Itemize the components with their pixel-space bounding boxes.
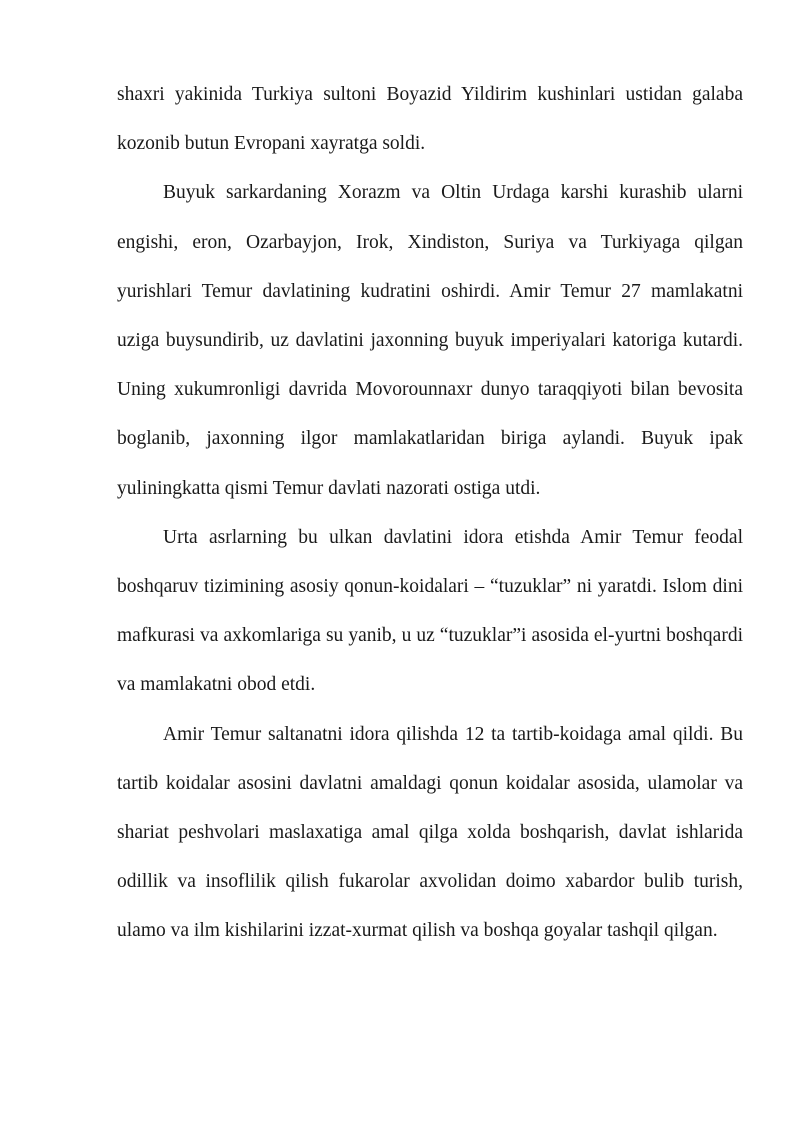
paragraph: Buyuk sarkardaning Xorazm va Oltin Urdaga karshi kurashib ularni engishi, eron, Ozarbayjon, Irok, Xindiston, Suriya va Turkiyaga qilgan yurishlari Temur davlatining kudratini oshirdi. Amir Temur 27 mamlakatni uziga buysundirib, uz davlatini jaxonning buyuk imperiyalari katoriga kutardi. Uning xukumronligi davrida Movorounnaxr dunyo taraqqiyoti bilan bevosita boglanib, jaxonning ilgor mamlakatlaridan biriga aylandi. Buyuk ipak yuliningkatta qismi Temur davlati nazorati ostiga utdi. [117, 182, 743, 499]
document-page [117, 70, 743, 956]
paragraph: Urta asrlarning bu ulkan davlatini idora etishda Amir Temur feodal boshqaruv tizimining asosiy qonun-koidalari – “tuzuklar” ni yaratdi. Islom dini mafkurasi va axkomlariga su yanib, u uz “tuzuklar”i asosida el-yurtni boshqardi va mamlakatni obod etdi. [117, 526, 743, 696]
paragraph: shaxri yakinida Turkiya sultoni Boyazid Yildirim kushinlari ustidan galaba kozonib butun Evropani xayratga soldi. [117, 84, 743, 155]
paragraph: Amir Temur saltanatni idora qilishda 12 ta tartib-koidaga amal qildi. Bu tartib koidalar asosini davlatni amaldagi qonun koidalar asosida, ulamolar va shariat peshvolari maslaxatiga amal qilga xolda boshqarish, davlat ishlarida odillik va insoflilik qilish fukarolar axvolidan doimo xabardor bulib turish, ulamo va ilm kishilarini izzat-xurmat qilish va boshqa goyalar tashqil qilgan. [117, 723, 743, 942]
